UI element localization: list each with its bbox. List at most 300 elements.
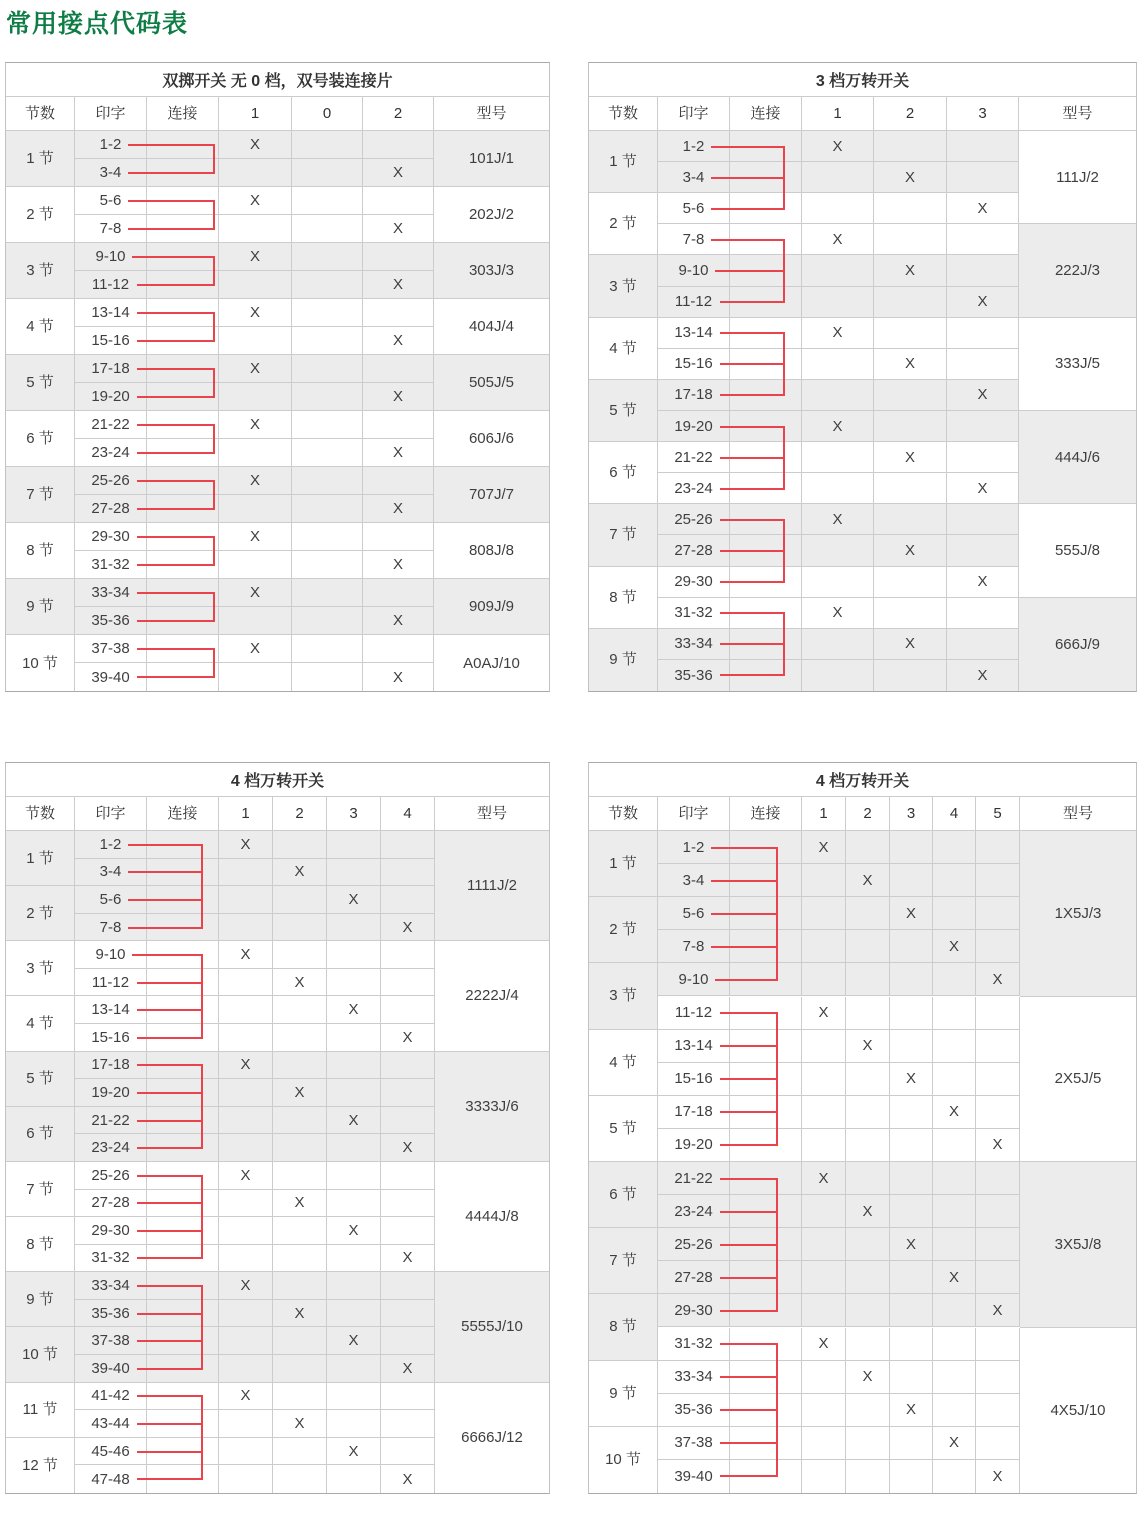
- x-mark-cell: [874, 567, 947, 598]
- x-mark-cell: X: [273, 1410, 327, 1438]
- page-title: 常用接点代码表: [6, 10, 189, 38]
- x-mark-cell: [933, 1063, 976, 1096]
- connect-cell: [730, 1195, 802, 1228]
- x-mark-cell: [219, 1217, 273, 1245]
- pair-cell: 23-24: [75, 439, 147, 467]
- x-mark-cell: X: [363, 551, 434, 579]
- model-cell: 909J/9: [434, 579, 549, 635]
- x-mark-cell: [890, 1261, 933, 1294]
- pair-cell: 21-22: [75, 411, 147, 439]
- pair-cell: 27-28: [658, 1261, 730, 1294]
- x-mark-cell: [363, 355, 434, 383]
- x-mark-cell: X: [947, 380, 1019, 411]
- pair-cell: 3-4: [75, 859, 147, 887]
- pair-cell: 45-46: [75, 1438, 147, 1466]
- connect-cell: [147, 635, 219, 663]
- x-mark-cell: [219, 969, 273, 997]
- header-cell: 2: [846, 797, 890, 831]
- x-mark-cell: X: [363, 607, 434, 635]
- header-cell: 节数: [6, 97, 75, 131]
- connect-cell: [147, 1024, 219, 1052]
- x-mark-cell: [874, 411, 947, 442]
- x-mark-cell: X: [219, 1383, 273, 1411]
- section-cell: 3 节: [589, 255, 658, 317]
- x-mark-cell: [846, 1063, 890, 1096]
- x-mark-cell: [292, 495, 363, 523]
- x-mark-cell: [846, 1162, 890, 1195]
- x-mark-cell: [846, 1129, 890, 1162]
- model-cell: 303J/3: [434, 243, 549, 299]
- section-cell: 9 节: [589, 629, 658, 691]
- pair-cell: 33-34: [75, 1272, 147, 1300]
- x-mark-cell: [976, 831, 1020, 864]
- model-cell: 3X5J/8: [1020, 1162, 1136, 1328]
- x-mark-cell: [846, 1394, 890, 1427]
- connect-cell: [730, 963, 802, 996]
- section-cell: 6 节: [589, 442, 658, 504]
- connect-cell: [147, 299, 219, 327]
- x-mark-cell: [327, 1465, 381, 1493]
- pair-cell: 7-8: [658, 224, 730, 255]
- x-mark-cell: [846, 963, 890, 996]
- x-mark-cell: X: [947, 193, 1019, 224]
- x-mark-cell: X: [846, 1195, 890, 1228]
- pair-cell: 33-34: [75, 579, 147, 607]
- connect-cell: [147, 1465, 219, 1493]
- connect-cell: [147, 243, 219, 271]
- x-mark-cell: [802, 193, 874, 224]
- pair-cell: 17-18: [658, 380, 730, 411]
- header-cell: 2: [273, 797, 327, 831]
- connect-cell: [147, 1162, 219, 1190]
- x-mark-cell: X: [219, 411, 292, 439]
- connect-cell: [730, 567, 802, 598]
- pair-cell: 11-12: [75, 271, 147, 299]
- x-mark-cell: [890, 1361, 933, 1394]
- x-mark-cell: [273, 996, 327, 1024]
- x-mark-cell: [292, 635, 363, 663]
- pair-cell: 27-28: [658, 535, 730, 566]
- x-mark-cell: X: [219, 523, 292, 551]
- pair-cell: 5-6: [658, 193, 730, 224]
- x-mark-cell: [292, 131, 363, 159]
- connect-cell: [730, 1063, 802, 1096]
- x-mark-cell: [890, 1162, 933, 1195]
- x-mark-cell: X: [273, 1079, 327, 1107]
- pair-cell: 13-14: [658, 1030, 730, 1063]
- x-mark-cell: X: [363, 215, 434, 243]
- x-mark-cell: [219, 439, 292, 467]
- x-mark-cell: [846, 1328, 890, 1361]
- x-mark-cell: [327, 969, 381, 997]
- x-mark-cell: X: [327, 996, 381, 1024]
- x-mark-cell: [219, 914, 273, 942]
- connect-cell: [730, 831, 802, 864]
- pair-cell: 5-6: [658, 897, 730, 930]
- section-cell: 8 节: [589, 567, 658, 629]
- x-mark-cell: X: [890, 1228, 933, 1261]
- model-cell: 444J/6: [1019, 411, 1136, 504]
- x-mark-cell: [381, 1107, 435, 1135]
- pair-cell: 3-4: [658, 162, 730, 193]
- x-mark-cell: [219, 551, 292, 579]
- header-cell: 型号: [435, 797, 549, 831]
- x-mark-cell: [292, 327, 363, 355]
- connect-cell: [147, 187, 219, 215]
- connect-cell: [147, 159, 219, 187]
- pair-cell: 27-28: [75, 1190, 147, 1218]
- model-cell: 111J/2: [1019, 131, 1136, 224]
- x-mark-cell: [933, 1294, 976, 1327]
- connect-cell: [147, 467, 219, 495]
- x-mark-cell: [219, 1355, 273, 1383]
- connect-cell: [147, 1383, 219, 1411]
- pair-cell: 1-2: [75, 131, 147, 159]
- x-mark-cell: X: [219, 1052, 273, 1080]
- x-mark-cell: [381, 1079, 435, 1107]
- x-mark-cell: [363, 299, 434, 327]
- pair-cell: 29-30: [658, 567, 730, 598]
- pair-cell: 39-40: [75, 663, 147, 691]
- x-mark-cell: [327, 1383, 381, 1411]
- pair-cell: 39-40: [75, 1355, 147, 1383]
- x-mark-cell: X: [381, 1024, 435, 1052]
- pair-cell: 35-36: [658, 660, 730, 691]
- section-cell: 1 节: [589, 831, 658, 897]
- section-cell: 10 节: [6, 1327, 75, 1382]
- x-mark-cell: [381, 1410, 435, 1438]
- x-mark-cell: [802, 963, 846, 996]
- header-cell: 节数: [589, 97, 658, 131]
- x-mark-cell: [802, 1427, 846, 1460]
- x-mark-cell: [219, 607, 292, 635]
- section-cell: 6 节: [589, 1162, 658, 1228]
- x-mark-cell: [381, 1052, 435, 1080]
- x-mark-cell: X: [976, 963, 1020, 996]
- x-mark-cell: [292, 579, 363, 607]
- x-mark-cell: [802, 660, 874, 691]
- header-cell: 连接: [730, 797, 802, 831]
- pair-cell: 33-34: [658, 1361, 730, 1394]
- pair-cell: 5-6: [75, 886, 147, 914]
- x-mark-cell: [327, 1245, 381, 1273]
- pair-cell: 11-12: [658, 997, 730, 1030]
- x-mark-cell: [219, 1024, 273, 1052]
- pair-cell: 41-42: [75, 1383, 147, 1411]
- x-mark-cell: [327, 1190, 381, 1218]
- pair-cell: 25-26: [75, 467, 147, 495]
- connect-cell: [730, 1162, 802, 1195]
- x-mark-cell: [846, 1261, 890, 1294]
- model-cell: 606J/6: [434, 411, 549, 467]
- x-mark-cell: [976, 1328, 1020, 1361]
- connect-cell: [147, 355, 219, 383]
- header-cell: 3: [890, 797, 933, 831]
- x-mark-cell: X: [802, 224, 874, 255]
- section-cell: 11 节: [6, 1383, 75, 1438]
- model-cell: 2222J/4: [435, 941, 549, 1051]
- connect-cell: [147, 969, 219, 997]
- x-mark-cell: X: [219, 131, 292, 159]
- x-mark-cell: X: [890, 1394, 933, 1427]
- connect-cell: [730, 897, 802, 930]
- x-mark-cell: [874, 287, 947, 318]
- x-mark-cell: [219, 1079, 273, 1107]
- x-mark-cell: [273, 1245, 327, 1273]
- x-mark-cell: [976, 1195, 1020, 1228]
- x-mark-cell: X: [947, 287, 1019, 318]
- x-mark-cell: [947, 442, 1019, 473]
- x-mark-cell: [976, 1394, 1020, 1427]
- connect-cell: [147, 1438, 219, 1466]
- x-mark-cell: [273, 1024, 327, 1052]
- pair-cell: 39-40: [658, 1460, 730, 1493]
- x-mark-cell: X: [219, 467, 292, 495]
- x-mark-cell: X: [890, 897, 933, 930]
- x-mark-cell: [933, 1394, 976, 1427]
- x-mark-cell: [802, 442, 874, 473]
- x-mark-cell: [292, 607, 363, 635]
- x-mark-cell: X: [273, 969, 327, 997]
- section-cell: 4 节: [589, 318, 658, 380]
- model-cell: 5555J/10: [435, 1272, 549, 1382]
- x-mark-cell: [381, 859, 435, 887]
- x-mark-cell: [219, 327, 292, 355]
- connect-cell: [730, 864, 802, 897]
- header-cell: 2: [874, 97, 947, 131]
- connect-cell: [730, 1328, 802, 1361]
- x-mark-cell: [947, 224, 1019, 255]
- pair-cell: 19-20: [658, 1129, 730, 1162]
- x-mark-cell: X: [802, 318, 874, 349]
- header-cell: 1: [219, 797, 273, 831]
- section-cell: 5 节: [6, 1052, 75, 1107]
- x-mark-cell: [219, 663, 292, 691]
- x-mark-cell: [219, 859, 273, 887]
- x-mark-cell: [292, 159, 363, 187]
- section-cell: 2 节: [6, 187, 75, 243]
- x-mark-cell: [219, 383, 292, 411]
- x-mark-cell: [327, 1162, 381, 1190]
- model-cell: 4444J/8: [435, 1162, 549, 1272]
- x-mark-cell: [273, 1134, 327, 1162]
- x-mark-cell: [273, 1107, 327, 1135]
- pair-cell: 13-14: [75, 996, 147, 1024]
- x-mark-cell: X: [327, 1327, 381, 1355]
- connect-cell: [730, 660, 802, 691]
- connect-cell: [147, 131, 219, 159]
- x-mark-cell: X: [327, 1217, 381, 1245]
- x-mark-cell: X: [219, 1162, 273, 1190]
- connect-cell: [147, 996, 219, 1024]
- model-cell: 666J/9: [1019, 598, 1136, 691]
- section-cell: 7 节: [589, 1228, 658, 1294]
- table-5-column-rotary-switch: [588, 762, 1137, 1494]
- x-mark-cell: [292, 439, 363, 467]
- pair-cell: 15-16: [75, 327, 147, 355]
- x-mark-cell: X: [363, 327, 434, 355]
- connect-cell: [730, 411, 802, 442]
- x-mark-cell: X: [363, 495, 434, 523]
- x-mark-cell: [219, 1245, 273, 1273]
- header-cell: 型号: [434, 97, 549, 131]
- x-mark-cell: [327, 1355, 381, 1383]
- pair-cell: 25-26: [658, 504, 730, 535]
- header-cell: 印字: [658, 97, 730, 131]
- x-mark-cell: [874, 224, 947, 255]
- pair-cell: 43-44: [75, 1410, 147, 1438]
- x-mark-cell: [219, 495, 292, 523]
- x-mark-cell: [846, 897, 890, 930]
- section-cell: 3 节: [6, 941, 75, 996]
- x-mark-cell: [976, 864, 1020, 897]
- x-mark-cell: [890, 1294, 933, 1327]
- pair-cell: 15-16: [658, 349, 730, 380]
- connect-cell: [730, 1294, 802, 1327]
- x-mark-cell: X: [802, 1328, 846, 1361]
- model-cell: 3333J/6: [435, 1052, 549, 1162]
- x-mark-cell: [933, 831, 976, 864]
- table-title: 4 档万转开关: [589, 763, 1136, 797]
- section-cell: 7 节: [589, 504, 658, 566]
- x-mark-cell: [933, 1460, 976, 1493]
- connect-cell: [730, 473, 802, 504]
- x-mark-cell: [933, 1228, 976, 1261]
- pair-cell: 3-4: [658, 864, 730, 897]
- x-mark-cell: [381, 1383, 435, 1411]
- table-title: 4 档万转开关: [6, 763, 549, 797]
- x-mark-cell: [219, 1107, 273, 1135]
- x-mark-cell: [846, 997, 890, 1030]
- connect-cell: [730, 1129, 802, 1162]
- x-mark-cell: [976, 1162, 1020, 1195]
- x-mark-cell: [890, 1129, 933, 1162]
- x-mark-cell: X: [219, 579, 292, 607]
- x-mark-cell: [802, 897, 846, 930]
- table-3-position-rotary-switch: [588, 62, 1137, 692]
- x-mark-cell: [874, 380, 947, 411]
- connect-cell: [147, 914, 219, 942]
- x-mark-cell: [976, 1096, 1020, 1129]
- x-mark-cell: [976, 997, 1020, 1030]
- model-cell: 1111J/2: [435, 831, 549, 941]
- x-mark-cell: [363, 635, 434, 663]
- header-cell: 1: [802, 97, 874, 131]
- x-mark-cell: X: [874, 349, 947, 380]
- x-mark-cell: X: [874, 255, 947, 286]
- connect-cell: [147, 1272, 219, 1300]
- pair-cell: 7-8: [75, 914, 147, 942]
- header-cell: 节数: [589, 797, 658, 831]
- connect-cell: [730, 535, 802, 566]
- x-mark-cell: [890, 963, 933, 996]
- x-mark-cell: [363, 411, 434, 439]
- section-cell: 8 节: [6, 1217, 75, 1272]
- connect-cell: [147, 1300, 219, 1328]
- x-mark-cell: X: [219, 243, 292, 271]
- x-mark-cell: [933, 864, 976, 897]
- x-mark-cell: X: [219, 831, 273, 859]
- x-mark-cell: [802, 1294, 846, 1327]
- pair-cell: 1-2: [658, 831, 730, 864]
- x-mark-cell: [219, 886, 273, 914]
- section-cell: 4 节: [6, 996, 75, 1051]
- x-mark-cell: [802, 1030, 846, 1063]
- connect-cell: [147, 523, 219, 551]
- x-mark-cell: X: [381, 1465, 435, 1493]
- header-cell: 连接: [147, 97, 219, 131]
- connect-cell: [730, 380, 802, 411]
- header-cell: 4: [933, 797, 976, 831]
- pair-cell: 7-8: [658, 930, 730, 963]
- x-mark-cell: [947, 411, 1019, 442]
- pair-cell: 37-38: [75, 1327, 147, 1355]
- x-mark-cell: [381, 831, 435, 859]
- x-mark-cell: [219, 215, 292, 243]
- pair-cell: 23-24: [658, 473, 730, 504]
- x-mark-cell: [381, 941, 435, 969]
- x-mark-cell: X: [947, 567, 1019, 598]
- connect-cell: [147, 439, 219, 467]
- x-mark-cell: [802, 864, 846, 897]
- section-cell: 6 节: [6, 411, 75, 467]
- header-cell: 5: [976, 797, 1020, 831]
- x-mark-cell: [933, 1328, 976, 1361]
- connect-cell: [730, 1096, 802, 1129]
- connect-cell: [147, 941, 219, 969]
- connect-cell: [730, 255, 802, 286]
- connect-cell: [147, 1190, 219, 1218]
- x-mark-cell: [219, 1465, 273, 1493]
- connect-cell: [730, 598, 802, 629]
- x-mark-cell: [273, 1465, 327, 1493]
- connect-cell: [147, 1245, 219, 1273]
- x-mark-cell: X: [381, 1355, 435, 1383]
- x-mark-cell: [363, 579, 434, 607]
- section-cell: 3 节: [6, 243, 75, 299]
- connect-cell: [730, 930, 802, 963]
- x-mark-cell: [947, 255, 1019, 286]
- x-mark-cell: X: [363, 271, 434, 299]
- x-mark-cell: X: [381, 1134, 435, 1162]
- x-mark-cell: X: [874, 162, 947, 193]
- x-mark-cell: [890, 831, 933, 864]
- x-mark-cell: [273, 1438, 327, 1466]
- x-mark-cell: [802, 535, 874, 566]
- section-cell: 5 节: [589, 380, 658, 442]
- x-mark-cell: [219, 159, 292, 187]
- x-mark-cell: [802, 930, 846, 963]
- x-mark-cell: X: [363, 439, 434, 467]
- connect-cell: [730, 318, 802, 349]
- x-mark-cell: [363, 467, 434, 495]
- connect-cell: [147, 859, 219, 887]
- x-mark-cell: [327, 941, 381, 969]
- x-mark-cell: [327, 1134, 381, 1162]
- connect-cell: [730, 629, 802, 660]
- x-mark-cell: X: [381, 1245, 435, 1273]
- x-mark-cell: [292, 187, 363, 215]
- connect-cell: [147, 607, 219, 635]
- connect-cell: [147, 327, 219, 355]
- model-cell: 222J/3: [1019, 224, 1136, 317]
- x-mark-cell: [933, 1030, 976, 1063]
- x-mark-cell: [874, 318, 947, 349]
- x-mark-cell: [292, 383, 363, 411]
- x-mark-cell: [802, 349, 874, 380]
- x-mark-cell: X: [874, 629, 947, 660]
- pair-cell: 19-20: [75, 1079, 147, 1107]
